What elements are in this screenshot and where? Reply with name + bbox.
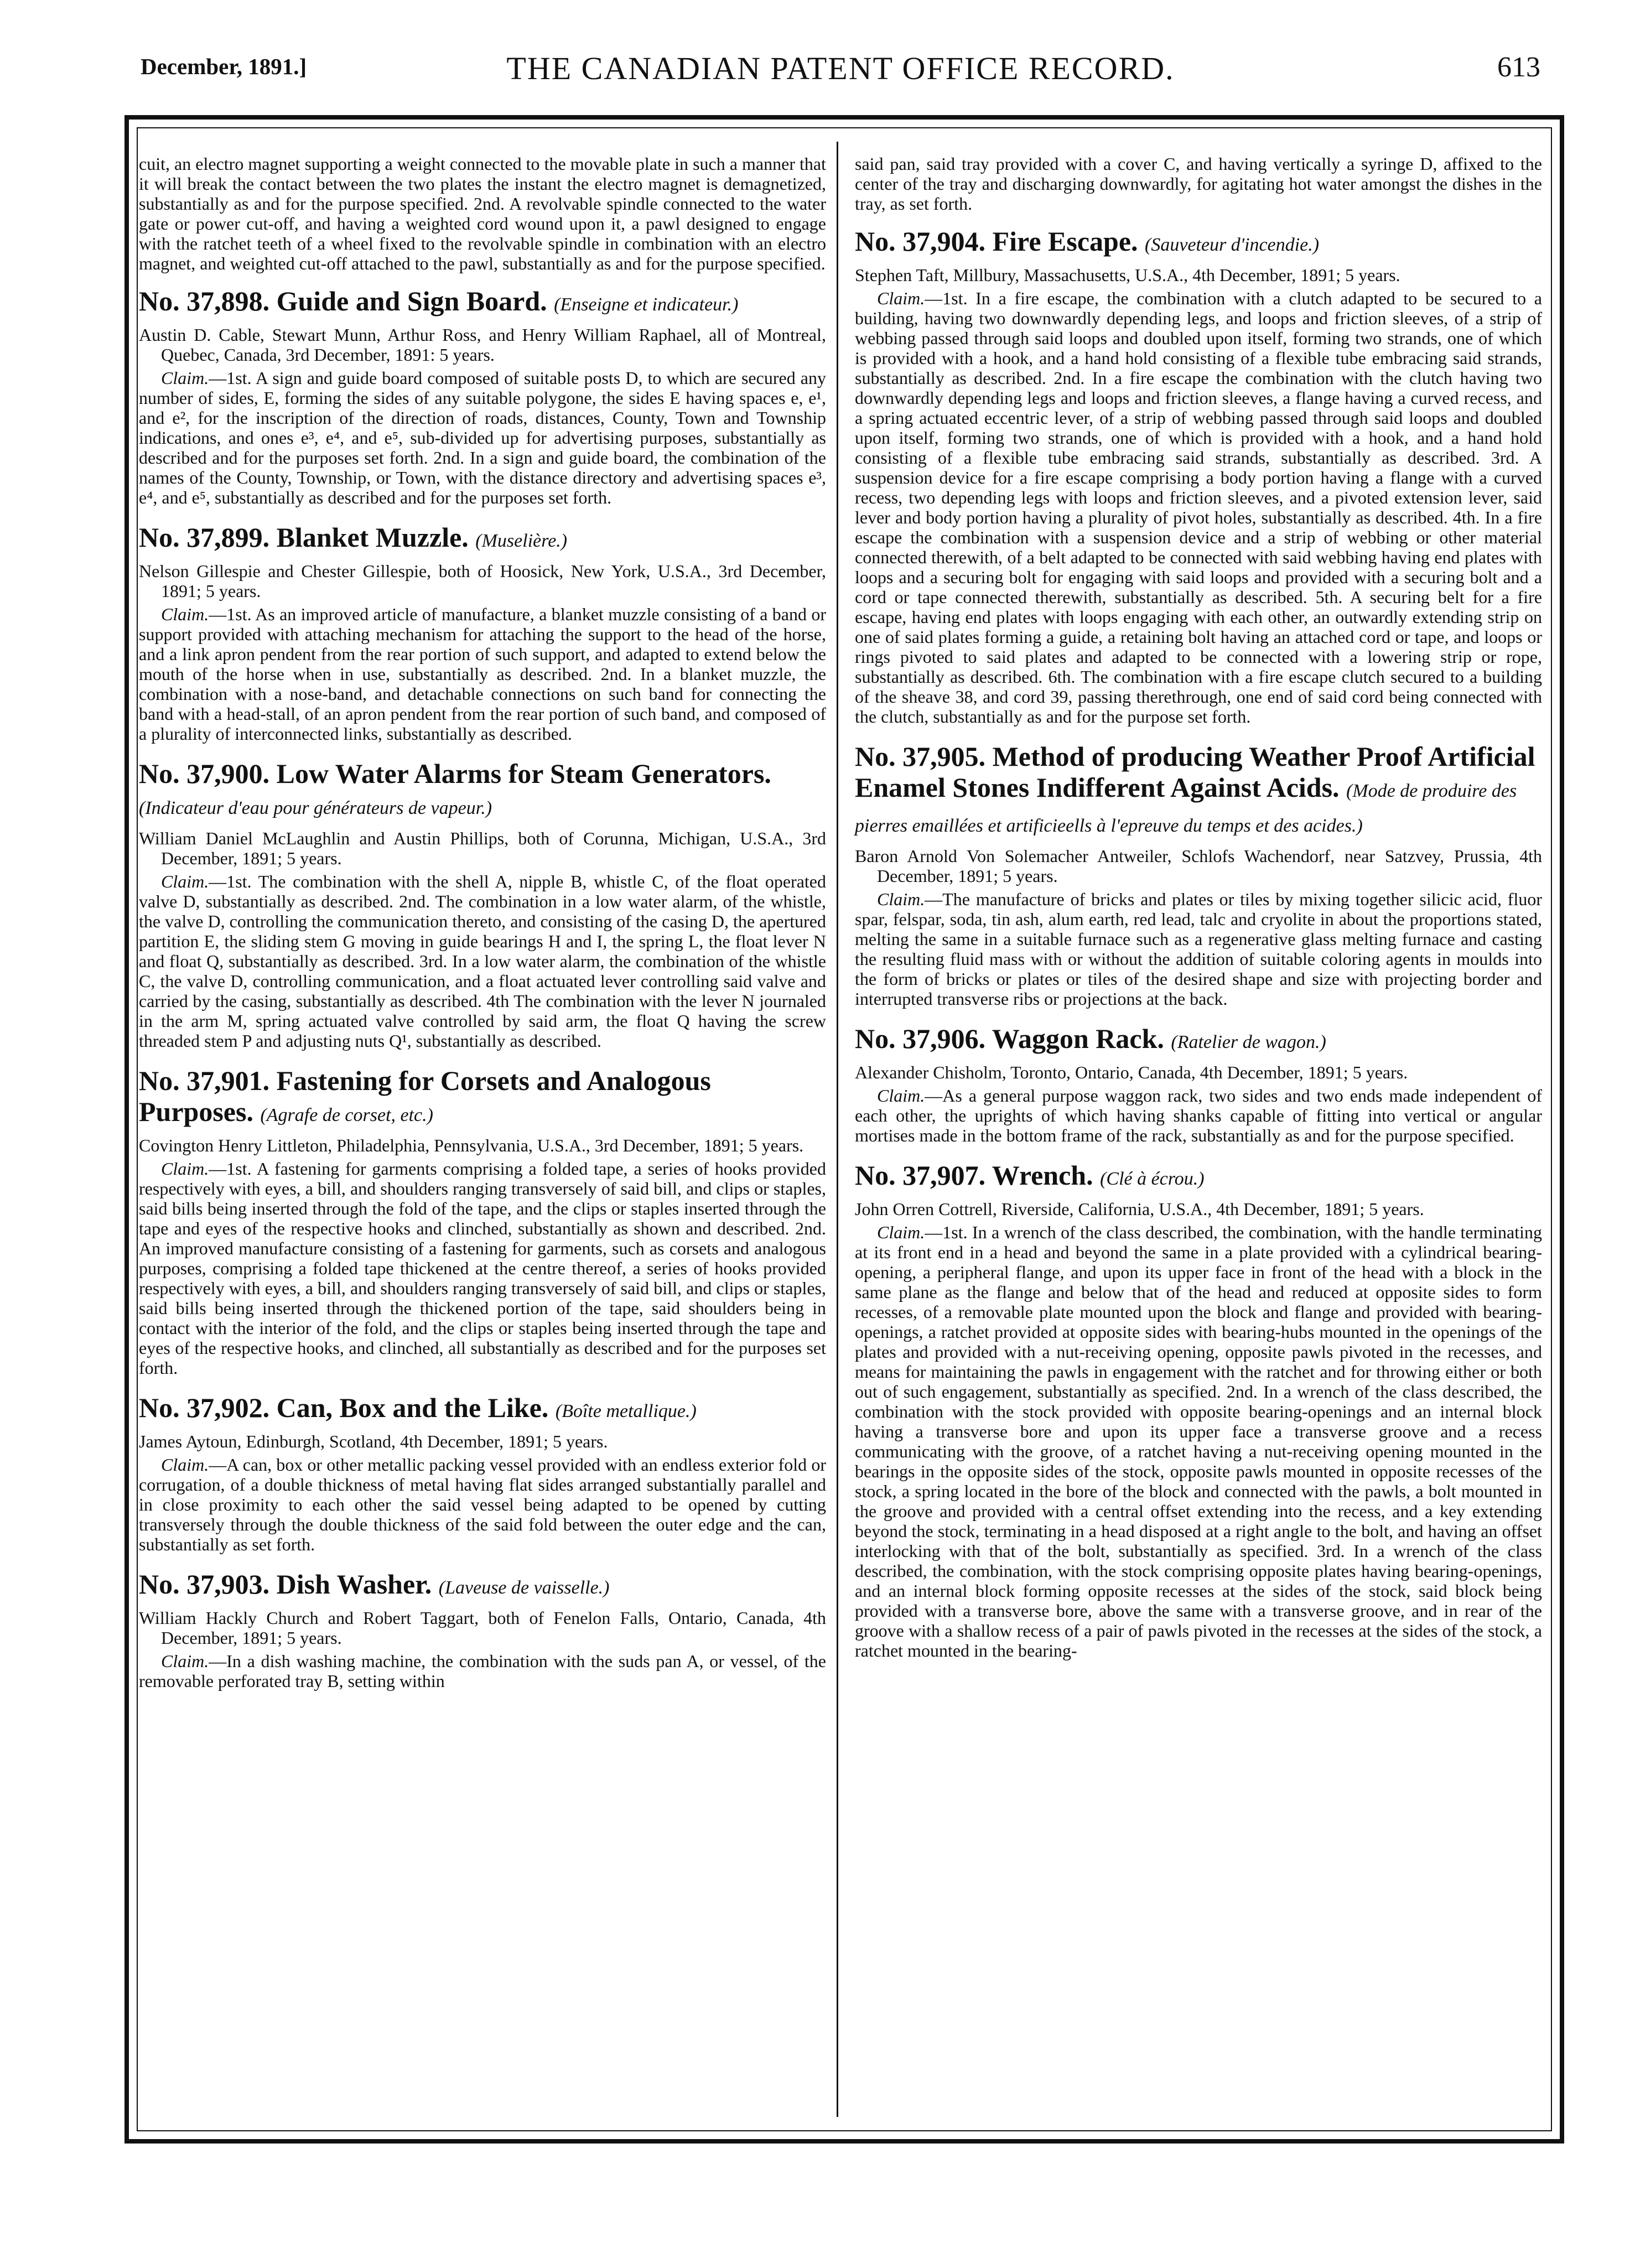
page-frame	[124, 115, 1564, 2144]
patent-applicant: William Daniel McLaughlin and Austin Phillips, both of Corunna, Michigan, U.S.A., 3rd December, 1891; 5 years.	[139, 828, 826, 868]
patent-number: No. 37,898.	[139, 286, 270, 316]
patent-entry	[855, 226, 1542, 726]
patent-heading	[139, 522, 826, 557]
patent-applicant: Alexander Chisholm, Toronto, Ontario, Canada, 4th December, 1891; 5 years.	[855, 1062, 1408, 1082]
claim-text: —As a general purpose waggon rack, two sides and two ends made independent of each other, the uprights of which having shanks capable of fitting into vertical or angular mortises made in the bottom frame of the rack, substantially as and for the purpose specified.	[855, 1086, 1542, 1145]
claim-label: Claim.	[161, 871, 209, 891]
patent-number: No. 37,903.	[139, 1569, 270, 1600]
left-entries	[139, 286, 826, 1691]
patent-entry	[139, 1569, 826, 1691]
patent-title: Wrench.	[992, 1160, 1093, 1191]
patent-number: No. 37,906.	[855, 1023, 986, 1054]
claim-text: —In a dish washing machine, the combination with the suds pan A, or vessel, of the removable perforated tray B, setting within	[139, 1651, 826, 1691]
claim-label: Claim.	[161, 1159, 209, 1179]
claim-label: Claim.	[161, 1651, 209, 1671]
patent-applicant: William Hackly Church and Robert Taggart, both of Fenelon Falls, Ontario, Canada, 4th December, 1891; 5 years.	[139, 1608, 826, 1648]
column-divider	[837, 142, 838, 2117]
patent-applicant: Baron Arnold Von Solemacher Antweiler, Schlofs Wachendorf, near Satzvey, Prussia, 4th December, 1891; 5 years.	[855, 846, 1542, 886]
claim-text: —A can, box or other metallic packing vessel provided with an endless exterior fold or corrugation, of a double thickness of metal having flat sides arranged substantially parallel and in close proximity to each other the said vessel being adapted to be opened by cutting transversely through the double thickness of the said fold between the outer edge and the can, substantially as set forth.	[139, 1455, 826, 1554]
claim-text: —1st. In a wrench of the class described, the combination, with the handle terminating at its front end in a head and beyond the same in a plate provided with a cylindrical bearing-opening, a peripheral flange, and upon its upper face in front of the head with a block in the same plane as the flange and below that of the head and reduced at opposite sides to form recesses, of a removable plate mounted upon the block and flange and provided with bearing-openings, a ratchet provided at opposite sides with bearing-hubs mounted in the openings of the plates and provided with a nut-receiving opening, opposite pawls pivoted in the recesses, and means for maintaining the pawls in engagement with the ratchet and for throwing either or both out of such engagement, substantially as specified. 2nd. In a wrench of the class described, the combination with the stock provided with opposite bearing-openings and an internal block having a transverse bore and upon its upper face a transverse groove and a recess communicating with the groove, of a ratchet having a nut-receiving opening mounted in the bearings in the opposite sides of the stock, opposite pawls mounted in opposite recesses of the stock, a spring located in the bore of the block and connected with the pawls, a bolt mounted in the groove and provided with a central offset extending into the recess, and a key extending beyond the stock, terminating in a head disposed at a right angle to the bolt, and having an offset interlocking with that of the bolt, substantially as specified. 3rd. In a wrench of the class described, the combination, with the stock comprising opposite plates having bearing-openings, and an internal block forming opposite recesses at the sides of the stock, said block being provided with a transverse bore, above the same with a transverse groove, and in rear of the groove with a shallow recess of a pair of pawls pivoted in the recesses at the sides of the stock, a ratchet mounted in the bearing-	[855, 1222, 1542, 1660]
patent-entry	[139, 1392, 826, 1554]
page-number: 613	[1497, 51, 1540, 83]
claim-label: Claim.	[877, 288, 925, 308]
patent-translation: (Muselière.)	[475, 531, 568, 551]
claim-label: Claim.	[877, 1222, 925, 1242]
patent-heading	[855, 1023, 1542, 1058]
patent-heading	[855, 226, 1542, 261]
journal-title: THE CANADIAN PATENT OFFICE RECORD.	[506, 50, 1175, 86]
patent-title: Fire Escape.	[992, 226, 1138, 257]
patent-applicant: Covington Henry Littleton, Philadelphia, Pennsylvania, U.S.A., 3rd December, 1891; 5 years.	[139, 1135, 804, 1155]
patent-number: No. 37,901.	[139, 1065, 270, 1096]
patent-claim	[855, 1086, 1542, 1145]
patent-entry	[139, 522, 826, 744]
claim-text: —1st. A fastening for garments comprising a folded tape, a series of hooks provided respectively with eyes, a bill, and shoulders ranging transversely of said bill, and clips or staples, said bills being inserted through the fold of the tape, and the clips or staples inserted through the tape and eyes of the respective hooks and clinched, substantially as shown and described. 2nd. An improved manufacture consisting of a fastening for garments, such as corsets and analogous purposes, comprising a folded tape thickened at the centre thereof, a series of hooks provided respectively with eyes, a bill, and shoulders ranging transversely of said bill, and clips or staples, said bills being inserted through the thickened portion of the tape, said shoulders being in contact with the interior of the fold, and the clips or staples being inserted through the tape and eyes of the respective hooks, and clinched, all substantially as described and for the purposes set forth.	[139, 1159, 826, 1378]
patent-applicant: John Orren Cottrell, Riverside, California, U.S.A., 4th December, 1891; 5 years.	[855, 1199, 1424, 1219]
patent-applicant: Austin D. Cable, Stewart Munn, Arthur Ross, and Henry William Raphael, all of Montreal, Quebec, Canada, 3rd December, 1891: 5 years.	[139, 325, 826, 365]
patent-entry	[139, 1065, 826, 1378]
patent-heading	[139, 1392, 826, 1427]
patent-heading	[139, 1569, 826, 1603]
patent-applicant: Nelson Gillespie and Chester Gillespie, both of Hoosick, New York, U.S.A., 3rd December, 1891; 5 years.	[139, 561, 826, 601]
claim-label: Claim.	[161, 368, 209, 388]
patent-claim	[139, 1651, 826, 1691]
patent-entry	[855, 1160, 1542, 1660]
patent-translation: (Indicateur d'eau pour générateurs de vapeur.)	[139, 798, 492, 818]
continued-claim: said pan, said tray provided with a cover C, and having vertically a syringe D, affixed to the center of the tray and discharging downwardly, for agitating hot water amongst the dishes in the tray, as set forth.	[855, 154, 1542, 214]
patent-number: No. 37,902.	[139, 1392, 270, 1423]
patent-heading	[139, 758, 826, 824]
claim-text: —The manufacture of bricks and plates or tiles by mixing together silicic acid, fluor spar, felspar, soda, tin ash, alum earth, red lead, talc and cryolite in about the proportions stated, melting the same in a suitable furnace such as a regenerative glass melting furnace and casting the resulting fluid mass with or without the addition of suitable coloring agents in moulds into the form of bricks or plates or tiles of the desired shape and size with projecting border and interrupted transverse ribs or projections at the back.	[855, 889, 1542, 1009]
patent-number: No. 37,904.	[855, 226, 986, 257]
continued-claim: cuit, an electro magnet supporting a weight connected to the movable plate in such a manner that it will break the contact between the two plates the instant the electro magnet is demagnetized, substantially as and for the purpose specified. 2nd. A revolvable spindle connected to the water gate or power cut-off, and having a weighted cord wound upon it, a pawl designed to engage with the ratchet teeth of a wheel fixed to the revolvable spindle in combination with an electro magnet, and weighted cut-off attached to the pawl, substantially as and for the purpose specified.	[139, 154, 826, 273]
patent-number: No. 37,907.	[855, 1160, 986, 1191]
patent-title: Guide and Sign Board.	[276, 286, 547, 316]
claim-label: Claim.	[877, 1086, 925, 1106]
claim-label: Claim.	[161, 604, 209, 624]
patent-entry	[139, 758, 826, 1051]
patent-entry	[855, 1023, 1542, 1145]
patent-number: No. 37,900.	[139, 758, 270, 789]
claim-text: —1st. As an improved article of manufacture, a blanket muzzle consisting of a band or support provided with attaching mechanism for attaching the support to the head of the horse, and a link apron pendent from the rear portion of such support, and adapted to extend below the mouth of the horse when in use, substantially as described. 2nd. In a blanket muzzle, the combination with a nose-band, and detachable connections on such band for connecting the band with a head-stall, of an apron pendent from the rear portion of such band, and composed of a plurality of interconnected links, substantially as described.	[139, 604, 826, 744]
patent-translation: (Enseigne et indicateur.)	[554, 294, 739, 315]
patent-claim	[139, 1159, 826, 1378]
patent-claim	[855, 889, 1542, 1009]
page-header	[141, 50, 1540, 92]
patent-title: Dish Washer.	[276, 1569, 432, 1600]
patent-claim	[855, 1222, 1542, 1660]
patent-heading	[139, 286, 826, 320]
patent-claim	[139, 604, 826, 744]
patent-title: Can, Box and the Like.	[276, 1392, 549, 1423]
patent-claim	[139, 871, 826, 1051]
patent-translation: (Clé à écrou.)	[1100, 1169, 1205, 1189]
patent-title: Blanket Muzzle.	[276, 522, 469, 553]
claim-label: Claim.	[877, 889, 925, 909]
claim-text: —1st. In a fire escape, the combination with a clutch adapted to be secured to a building, having two downwardly depending legs, and loops and friction sleeves, of a strip of webbing passed through said loops and doubled upon itself, forming two strands, one of which is provided with a hook, and a hand hold consisting of a flexible tube embracing said strands, substantially as described. 2nd. In a fire escape the combination with the clutch having two downwardly depending legs and loops and friction sleeves, a flange having a curved recess, and a spring actuated eccentric lever, of a strip of webbing passed through said loops and doubled upon itself, forming two strands, one of which is provided with a hook, and a hand hold consisting of a flexible tube embracing said strands, substantially as described. 3rd. A suspension device for a fire escape comprising a body portion having a flange with a curved recess, two depending legs with loops and friction sleeves, and a pivoted extension lever, said lever and body portion having a plurality of pivot holes, substantially as described. 4th. In a fire escape the combination with a suspension device and a strip of webbing or other material connected therewith, of a belt adapted to be connected with said webbing having end plates with loops and a securing bolt for engaging with said loops and provided with a securing bolt and a cord or tape connected therewith, substantially as described. 5th. A securing belt for a fire escape, having end plates with loops engaging with each other, an outwardly extending strip on one of said plates forming a guide, a retaining bolt having an attached cord or tape, and loops or rings pivoted to said plates and adapted to be connected with a lowering strip or rope, substantially as described. 6th. The combination with a fire escape clutch secured to a building of the sheave 38, and cord 39, passing therethrough, one end of said cord being connected with the clutch, substantially as and for the purpose set forth.	[855, 288, 1542, 726]
claim-text: —1st. A sign and guide board composed of suitable posts D, to which are secured any number of sides, E, forming the sides of any suitable polygone, the sides E having spaces e, e¹, and e², for the inscription of the direction of roads, distances, County, Town and Township indications, and ones e³, e⁴, and e⁵, sub-divided up for advertising purposes, substantially as described and for the purposes set forth. 2nd. In a sign and guide board, the combination of the names of the County, Township, or Town, with the distance directory and advertising spaces e³, e⁴, and e⁵, substantially as described and for the purposes set forth.	[139, 368, 826, 507]
header-date: December, 1891.]	[141, 54, 307, 79]
patent-title: Fastening for Corsets and Analogous Purposes.	[139, 1065, 711, 1127]
right-column	[855, 154, 1542, 1675]
patent-claim	[139, 1455, 826, 1554]
patent-heading	[855, 741, 1542, 842]
patent-entry	[855, 741, 1542, 1009]
patent-translation: (Boîte metallique.)	[555, 1401, 697, 1421]
patent-title: Low Water Alarms for Steam Generators.	[276, 758, 771, 789]
patent-translation: (Laveuse de vaisselle.)	[438, 1577, 610, 1598]
patent-translation: (Agrafe de corset, etc.)	[260, 1105, 433, 1125]
patent-entry	[139, 286, 826, 507]
right-entries	[855, 226, 1542, 1660]
patent-applicant: Stephen Taft, Millbury, Massachusetts, U.S.A., 4th December, 1891; 5 years.	[855, 265, 1400, 285]
left-column	[139, 154, 826, 1705]
patent-title: Method of producing Weather Proof Artificial Enamel Stones Indifferent Against Acids.	[855, 741, 1535, 803]
patent-claim	[855, 288, 1542, 726]
patent-number: No. 37,905.	[855, 741, 986, 772]
patent-title: Waggon Rack.	[992, 1023, 1164, 1054]
patent-applicant: James Aytoun, Edinburgh, Scotland, 4th December, 1891; 5 years.	[139, 1431, 608, 1451]
patent-heading	[139, 1065, 826, 1131]
patent-number: No. 37,899.	[139, 522, 270, 553]
patent-heading	[855, 1160, 1542, 1195]
patent-translation: (Sauveteur d'incendie.)	[1145, 235, 1320, 255]
claim-text: —1st. The combination with the shell A, nipple B, whistle C, of the float operated valve D, substantially as described. 2nd. The combination in a low water alarm, of the whistle, the valve D, controlling the communication thereto, and consisting of the casing D, the apertured partition E, the sliding stem G moving in guide bearings H and I, the spring L, the float lever N and float Q, substantially as described. 3rd. In a low water alarm, the combination of the whistle C, the valve D, controlling communication, and a float actuated lever controlling said valve and carried by the casing, substantially as described. 4th The combination with the lever N journaled in the arm M, spring actuated valve controlled by said arm, the float Q having the screw threaded stem P and adjusting nuts Q¹, substantially as described.	[139, 871, 826, 1051]
patent-claim	[139, 368, 826, 507]
patent-translation: (Mode de produire des pierres emaillées et artificieells à l'epreuve du temps et des acides.)	[855, 781, 1517, 836]
claim-label: Claim.	[161, 1455, 209, 1475]
patent-translation: (Ratelier de wagon.)	[1171, 1032, 1326, 1052]
